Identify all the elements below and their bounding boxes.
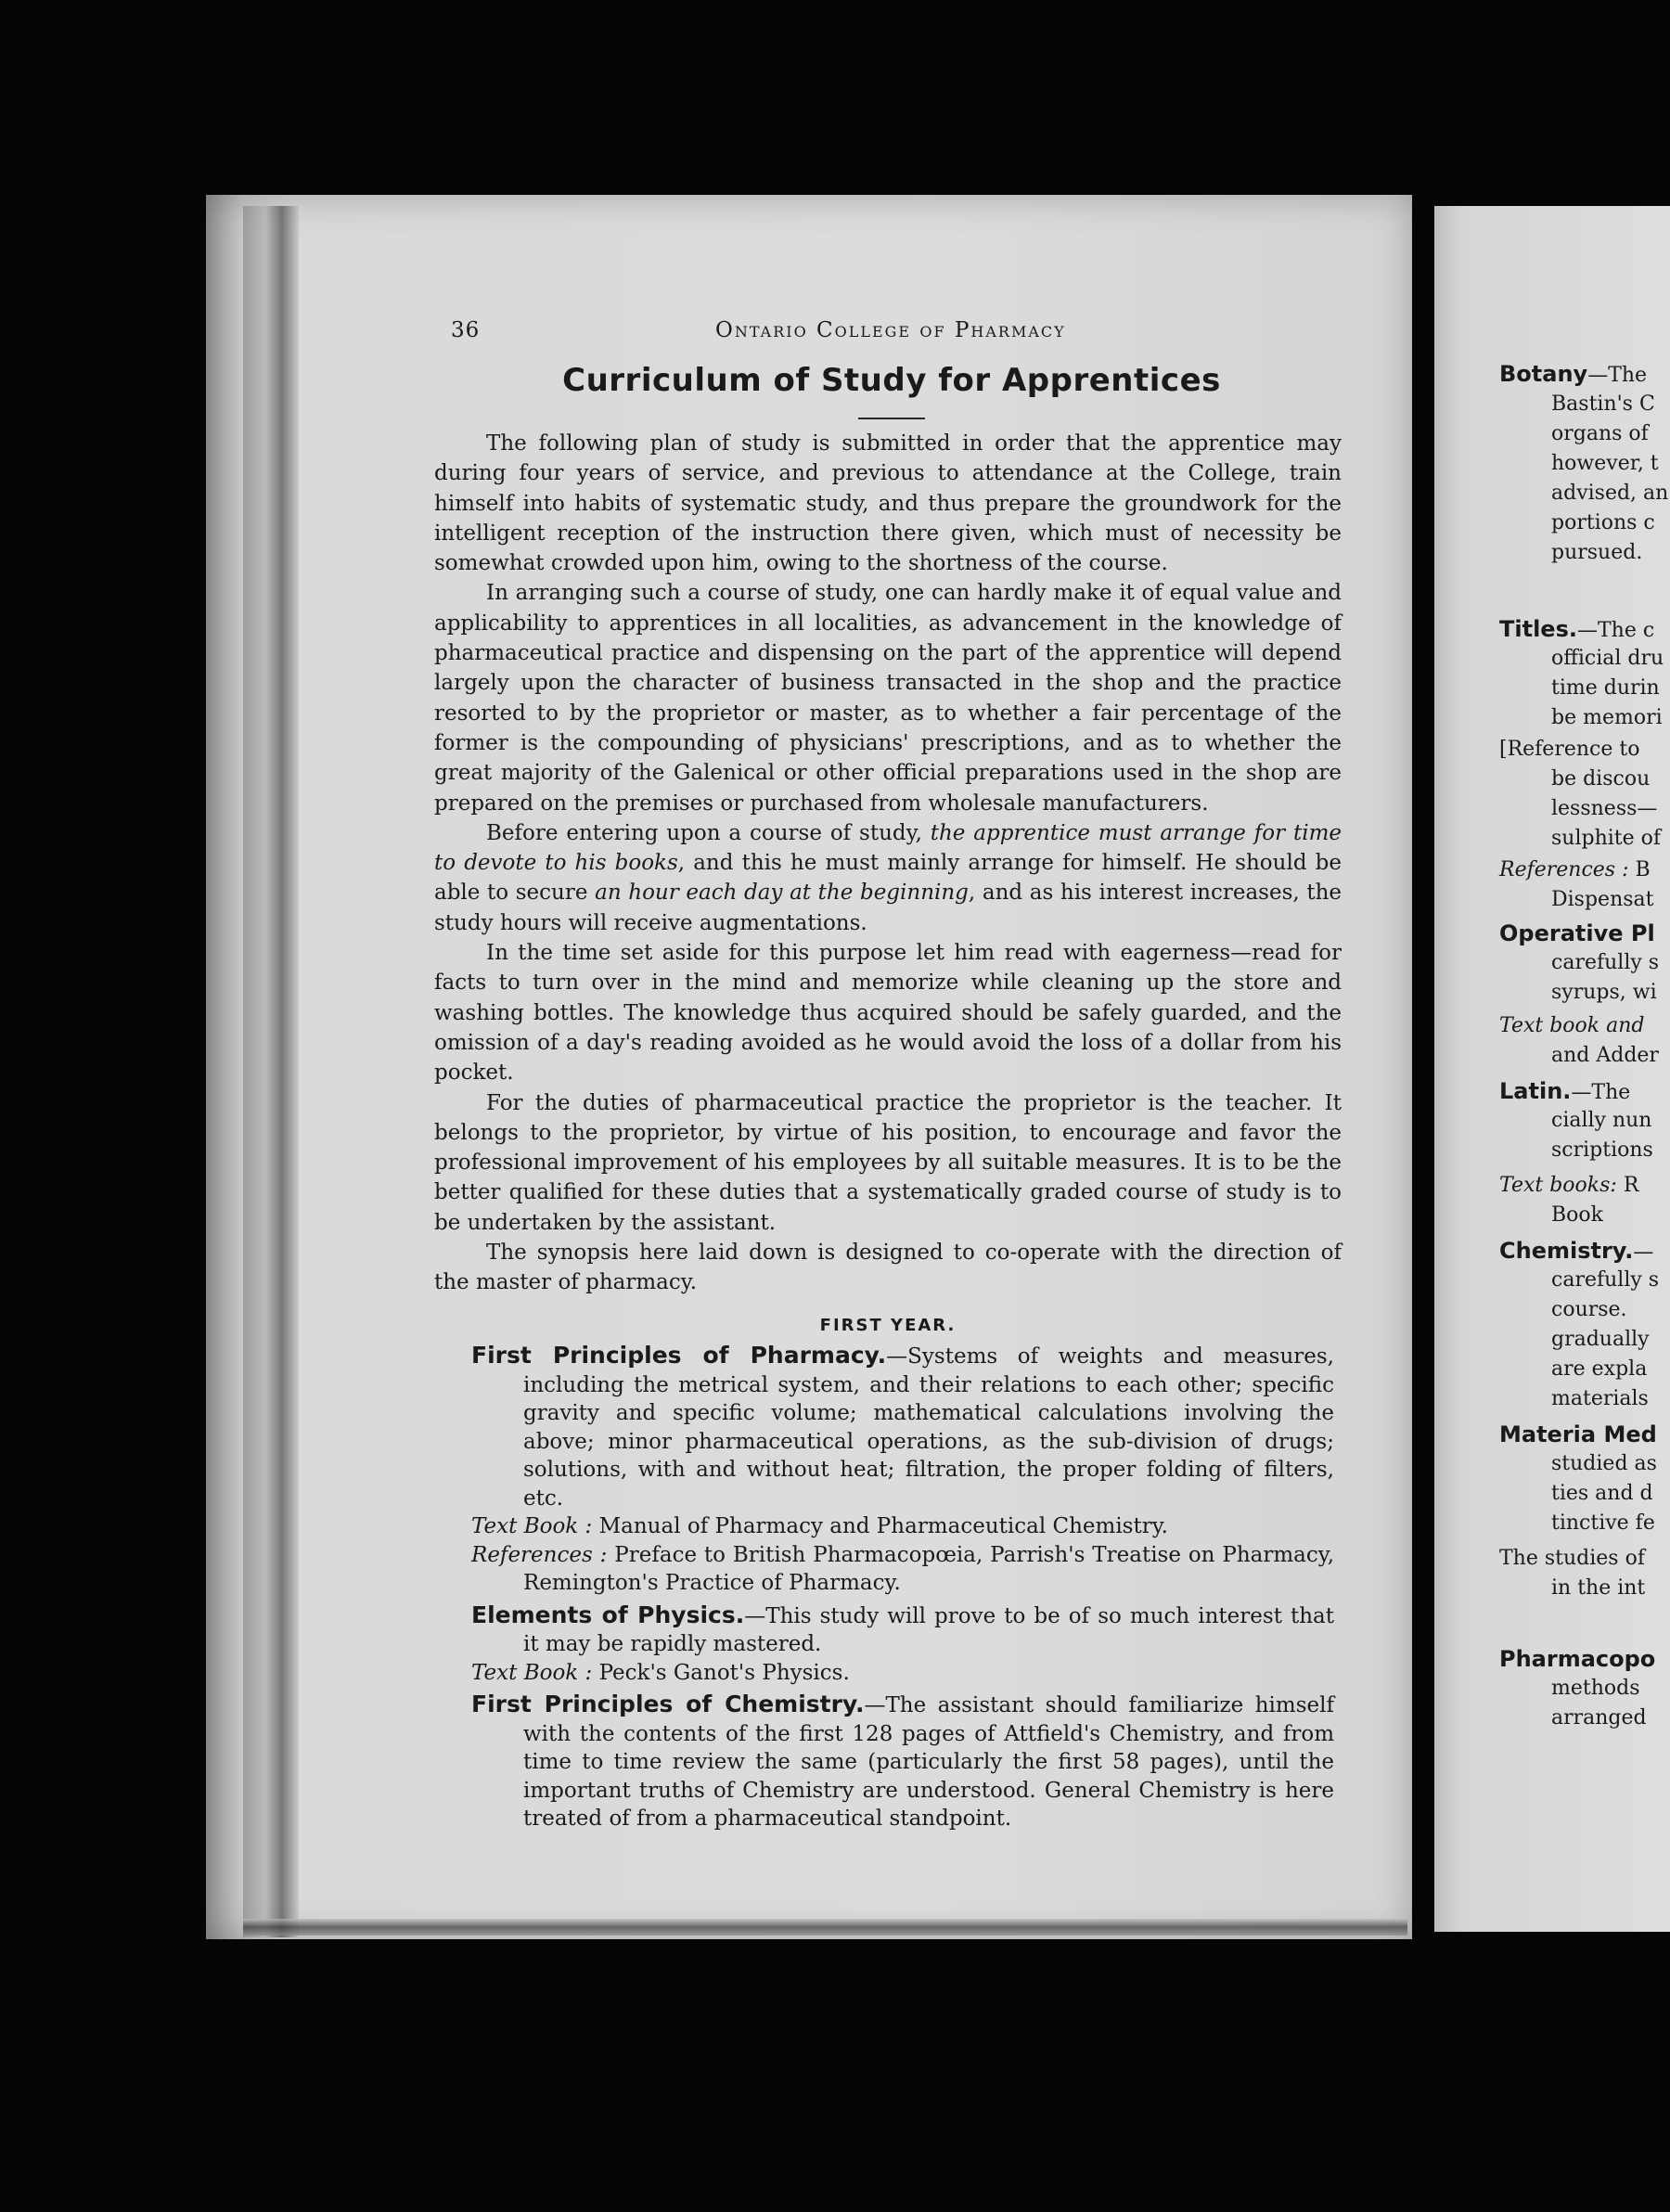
right-page-line: are expla (1551, 1357, 1648, 1381)
right-page-line: portions c (1551, 511, 1655, 534)
right-page-line: lessness— (1551, 797, 1658, 820)
paragraph: Before entering upon a course of study, the apprentice must arrange for time to devote to his books, and this he must mainly arrange for himself. He should be able to secure an hour each day at the beginning, and as his interest increases, the study hours will receive augmentations. (434, 820, 1342, 935)
right-page-line: arranged (1551, 1706, 1647, 1730)
page-bottom-edge (243, 1919, 1407, 1936)
paragraph: In the time set aside for this purpose let him read with eagerness—read for facts to turn over in the mind and memorize while cleaning up the store and washing bottles. The knowledge thus acquired should be safely guarded, and the omission of a day's reading avoided as he would avoid the loss of a dollar from his pocket. (434, 941, 1342, 1086)
right-page-line: time durin (1551, 676, 1660, 700)
right-page-line: Dispensat (1551, 888, 1654, 911)
right-page-line: methods (1551, 1677, 1640, 1700)
right-page-line: carefully s (1551, 1268, 1660, 1292)
entry-term: First Principles of Chemistry. (471, 1691, 865, 1717)
right-page (1434, 206, 1670, 1932)
references-line: References : Preface to British Pharmacopœia, Parrish's Treatise on Pharmacy, Remington's Practice of Pharmacy. (471, 1542, 1335, 1595)
paragraph: The following plan of study is submitted in order that the apprentice may during four years of service, and previous to attendance at the College, train himself into habits of systematic study, and thus prepare the groundwork for the intelligent reception of the instruction there given, which must of necessity be somewhat crowded upon him, owing to the shortness of the course. (434, 431, 1342, 576)
entry-chemistry: First Principles of Chemistry.—The assistant should familiarize himself with the contents of the first 128 pages of Attfield's Chemistry, and from time to time review the same (particularly the first 58 pages), until the important truths of Chemistry are understood. General Chemistry is here treated of from a pharmaceutical standpoint. (471, 1691, 1334, 1831)
text-book-line: Text Book : Manual of Pharmacy and Pharmaceutical Chemistry. (471, 1514, 1168, 1538)
page-header (451, 318, 1332, 350)
entry-physics: Elements of Physics.—This study will prove to be of so much interest that it may be rapidly mastered. (471, 1601, 1334, 1656)
right-page-line: be discou (1551, 767, 1651, 791)
right-page-line: gradually (1551, 1328, 1650, 1351)
right-page-line: Operative Pl (1499, 920, 1655, 946)
right-page-line: The studies of (1499, 1547, 1645, 1570)
curriculum-entries (471, 1342, 1334, 1833)
title-rule (858, 418, 925, 419)
right-page-line: Botany—The (1499, 361, 1648, 387)
section-heading: FIRST YEAR. (819, 1316, 957, 1335)
right-page-line: and Adder (1551, 1044, 1659, 1067)
right-page-line: course. (1551, 1298, 1627, 1321)
right-page-line: scriptions (1551, 1138, 1653, 1162)
right-page-line: however, t (1551, 452, 1659, 475)
right-page-line: sulphite of (1551, 827, 1662, 850)
intro-text (434, 429, 1342, 1298)
entry-term: First Principles of Pharmacy. (471, 1342, 887, 1369)
right-page-line: Materia Med (1499, 1421, 1657, 1447)
right-page-line: official dru (1551, 647, 1664, 670)
entry-pharmacy: First Principles of Pharmacy.—Systems of weights and measures, including the metrical system, and their relations to each other; specific gravity and specific volume; mathematical calculations involving the above; minor pharmaceutical operations, as the sub-division of drugs; solutions, with and without heat; filtration, the proper folding of filters, etc. (471, 1342, 1334, 1511)
running-head: Ontario College of Pharmacy (715, 318, 1066, 342)
right-page-line: ties and d (1551, 1482, 1653, 1505)
right-page-line: Book (1551, 1203, 1603, 1227)
right-page-line: pursued. (1551, 541, 1643, 564)
right-page-line: tinctive fe (1551, 1511, 1655, 1535)
paragraph: For the duties of pharmaceutical practice the proprietor is the teacher. It belongs to the proprietor, by virtue of his position, to encourage and favor the professional improvement of his employees by all suitable measures. It is to be the better qualified for these duties that a systematically graded course of study is to be undertaken by the assistant. (434, 1090, 1342, 1235)
right-page-line: studied as (1551, 1452, 1657, 1475)
right-page-line: syrups, wi (1551, 981, 1657, 1004)
right-page-line: References : B (1499, 858, 1651, 881)
right-page-line: [Reference to (1499, 738, 1640, 761)
right-page-line: be memori (1551, 706, 1663, 729)
right-page-line: Bastin's C (1551, 392, 1655, 416)
right-page-line: Titles.—The c (1499, 616, 1655, 642)
paragraph: The synopsis here laid down is designed to co-operate with the direction of the master of pharmacy. (434, 1241, 1342, 1295)
right-page-line: Chemistry.— (1499, 1238, 1654, 1264)
right-page-line: materials (1551, 1387, 1649, 1410)
text-book-line: Text Book : Peck's Ganot's Physics. (471, 1660, 850, 1685)
entry-term: Elements of Physics. (471, 1601, 745, 1628)
right-page-line: advised, an (1551, 482, 1669, 505)
right-page-line: Text book and (1499, 1014, 1645, 1037)
right-page-line: Latin.—The (1499, 1078, 1631, 1104)
right-page-line: organs of (1551, 422, 1649, 445)
right-page-line: carefully s (1551, 951, 1660, 974)
page-title: Curriculum of Study for Apprentices (562, 362, 1221, 399)
emphasis: the apprentice must arrange for time to devote to his books (434, 820, 1342, 876)
page-gutter-shadow (243, 206, 299, 1937)
right-page-line: cially nun (1551, 1109, 1652, 1132)
right-page-line: Text books: R (1499, 1174, 1639, 1197)
paragraph: In arranging such a course of study, one can hardly make it of equal value and applicability to apprentices in all localities, as advancement in the knowledge of pharmaceutical practice and dispensing on the part of the apprentice will depend largely upon the character of business transacted in the shop and the practice resorted to by the proprietor or master, as to whether a fair percentage of the former is the compounding of physicians' prescriptions, and as to whether the great majority of the Galenical or other official preparations used in the shop are prepared on the premises or purchased from wholesale manufacturers. (434, 581, 1342, 816)
page-number: 36 (451, 318, 481, 342)
right-page-line: in the int (1551, 1576, 1646, 1600)
right-page-line: Pharmacopo (1499, 1646, 1656, 1672)
emphasis: an hour each day at the beginning (595, 881, 969, 906)
